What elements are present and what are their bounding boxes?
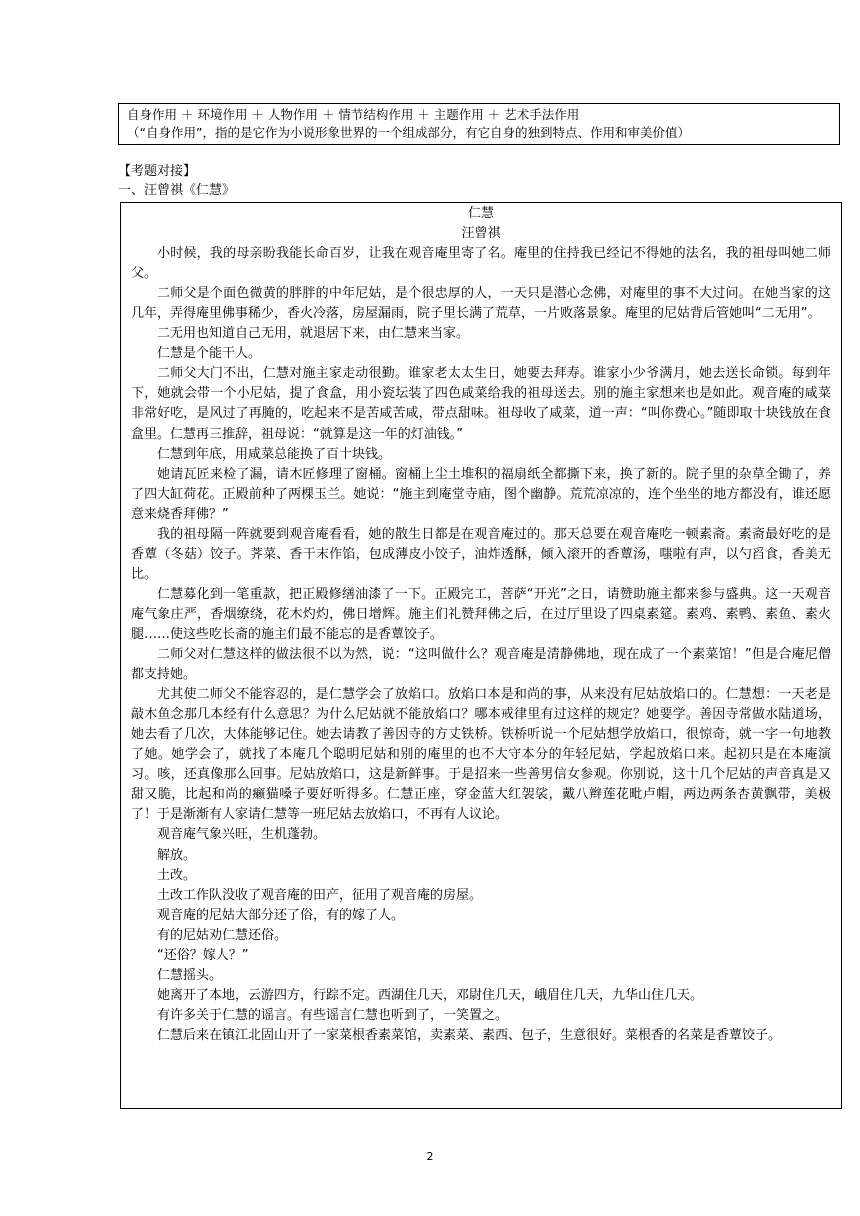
- story-text-box: [120, 202, 842, 1109]
- story-paragraph: 二师父对仁慧这样的做法很不以为然，说：“这叫做什么？观音庵是清静佛地，现在成了一个素菜馆！”但是合庵尼僧都支持她。: [131, 647, 831, 683]
- story-paragraph: 我的祖母隔一阵就要到观音庵看看，她的散生日都是在观音庵过的。那天总要在观音庵吃一顿素斋。素斋最好吃的是香蕈（冬菇）饺子。荠菜、香干末作馅，包成薄皮小饺子，油炸透酥，倾入滚开的香蕈汤，嗤啦有声，以勺舀食，香美无比。: [131, 526, 831, 582]
- function-formula-box: [118, 103, 840, 145]
- story-paragraph: 土改工作队没收了观音庵的田产，征用了观音庵的房屋。: [157, 887, 483, 903]
- story-paragraph: 有的尼姑劝仁慧还俗。: [157, 927, 288, 943]
- story-paragraph: 土改。: [157, 867, 197, 883]
- story-title: 仁慧: [467, 206, 494, 221]
- story-paragraph: 观音庵的尼姑大部分还了俗，有的嫁了人。: [157, 907, 405, 923]
- story-paragraph: 二师父是个面色微黄的胖胖的中年尼姑，是个很忠厚的人，一天只是潜心念佛，对庵里的事不大过问。在她当家的这几年，弄得庵里佛事稀少，香火冷落，房屋漏雨，院子里长满了荒草，一片败落景象。庵里的尼姑背后管她叫“二无用”。: [131, 286, 831, 322]
- story-paragraph: 二师父大门不出，仁慧对施主家走动很勤。谁家老太太生日，她要去拜寿。谁家小少爷满月，她去送长命锁。每到年下，她就会带一个小尼姑，提了食盒，用小瓷坛装了四色咸菜给我的祖母送去。别的施主家想来也是如此。观音庵的咸菜非常好吃，是风过了再腌的，吃起来不是苦咸苦咸，带点甜味。祖母收了咸菜，道一声：“叫你费心。”随即取十块钱放在食盒里。仁慧再三推辞，祖母说：“就算是这一年的灯油钱。”: [131, 366, 831, 442]
- story-paragraph: 仁慧募化到一笔重款，把正殿修缮油漆了一下。正殿完工，菩萨“开光”之日，请赞助施主都来参与盛典。这一天观音庵气象庄严，香烟缭绕，花木灼灼，佛日增辉。施主们礼赞拜佛之后，在过厅里设了四桌素筵。素鸡、素鸭、素鱼、素火腿……使这些吃长斋的施主们最不能忘的是香蕈饺子。: [131, 586, 831, 642]
- story-paragraph: 仁慧摇头。: [157, 967, 223, 983]
- story-paragraph: 她请瓦匠来检了漏，请木匠修理了窗桶。窗桶上尘土堆积的福扇纸全都撕下来，换了新的。院子里的杂草全锄了，养了四大缸荷花。正殿前种了两棵玉兰。她说：“施主到庵堂寺庙，图个幽静。荒荒凉凉的，连个坐坐的地方都没有，谁还愿意来烧香拜佛？”: [131, 466, 831, 522]
- story-paragraph: 观音庵气象兴旺，生机蓬勃。: [157, 827, 327, 843]
- story-paragraph: 小时候，我的母亲盼我能长命百岁，让我在观音庵里寄了名。庵里的住持我已经记不得她的法名，我的祖母叫她二师父。: [131, 246, 831, 282]
- story-paragraph: 仁慧后来在镇江北固山开了一家菜根香素菜馆，卖素菜、素西、包子，生意很好。菜根香的名菜是香蕈饺子。: [157, 1027, 782, 1043]
- story-paragraph: 她离开了本地，云游四方，行踪不定。西湖住几天，邓尉住几天，峨眉住几天，九华山住几天。: [157, 987, 704, 1003]
- section-title: 一、汪曾祺《仁慧》: [118, 183, 236, 198]
- story-paragraph: “还俗？嫁人？”: [157, 947, 249, 963]
- section-label: 【考题对接】: [118, 164, 197, 179]
- story-paragraph: 尤其使二师父不能容忍的，是仁慧学会了放焰口。放焰口本是和尚的事，从来没有尼姑放焰口的。仁慧想：一天老是敲木鱼念那几本经有什么意思？为什么尼姑就不能放焰口？哪本戒律里有过这样的规定？她要学。善因寺常做水陆道场，她去看了几次，大体能够记住。她去请教了善因寺的方丈铁桥。铁桥听说一个尼姑想学放焰口，很惊奇，就一字一句地教了她。她学会了，就找了本庵几个聪明尼姑和别的庵里的也不大守本分的年轻尼姑，学起放焰口来。起初只是在本庵演习。咳，还真像那么回事。尼姑放焰口，这是新鲜事。于是招来一些善男信女参观。你别说，这十几个尼姑的声音真是又甜又脆，比起和尚的癞猫嗓子要好听得多。仁慧正座，穿金蓝大红袈裟，戴八辫莲花毗卢帽，两边两条杏黄飘带，美极了！于是渐渐有人家请仁慧等一班尼姑去放焰口，不再有人议论。: [131, 687, 831, 823]
- story-paragraph: 二无用也知道自己无用，就退居下来，由仁慧来当家。: [157, 326, 470, 342]
- function-formula-line: 自身作用 ＋ 环境作用 ＋ 人物作用 ＋ 情节结构作用 ＋ 主题作用 ＋ 艺术手法作用: [127, 107, 580, 122]
- story-paragraph: 有许多关于仁慧的谣言。有些谣言仁慧也听到了，一笑置之。: [157, 1007, 509, 1023]
- story-author: 汪曾祺: [461, 226, 501, 242]
- story-paragraph: 解放。: [157, 847, 197, 863]
- story-paragraph: 仁慧到年底，用咸菜总能换了百十块钱。: [157, 446, 392, 462]
- function-formula-note: （“自身作用”，指的是它作为小说形象世界的一个组成部分，有它自身的独到特点、作用和审美价值）: [127, 125, 690, 140]
- story-paragraph: 仁慧是个能干人。: [157, 346, 262, 362]
- page-number: 2: [426, 1150, 434, 1163]
